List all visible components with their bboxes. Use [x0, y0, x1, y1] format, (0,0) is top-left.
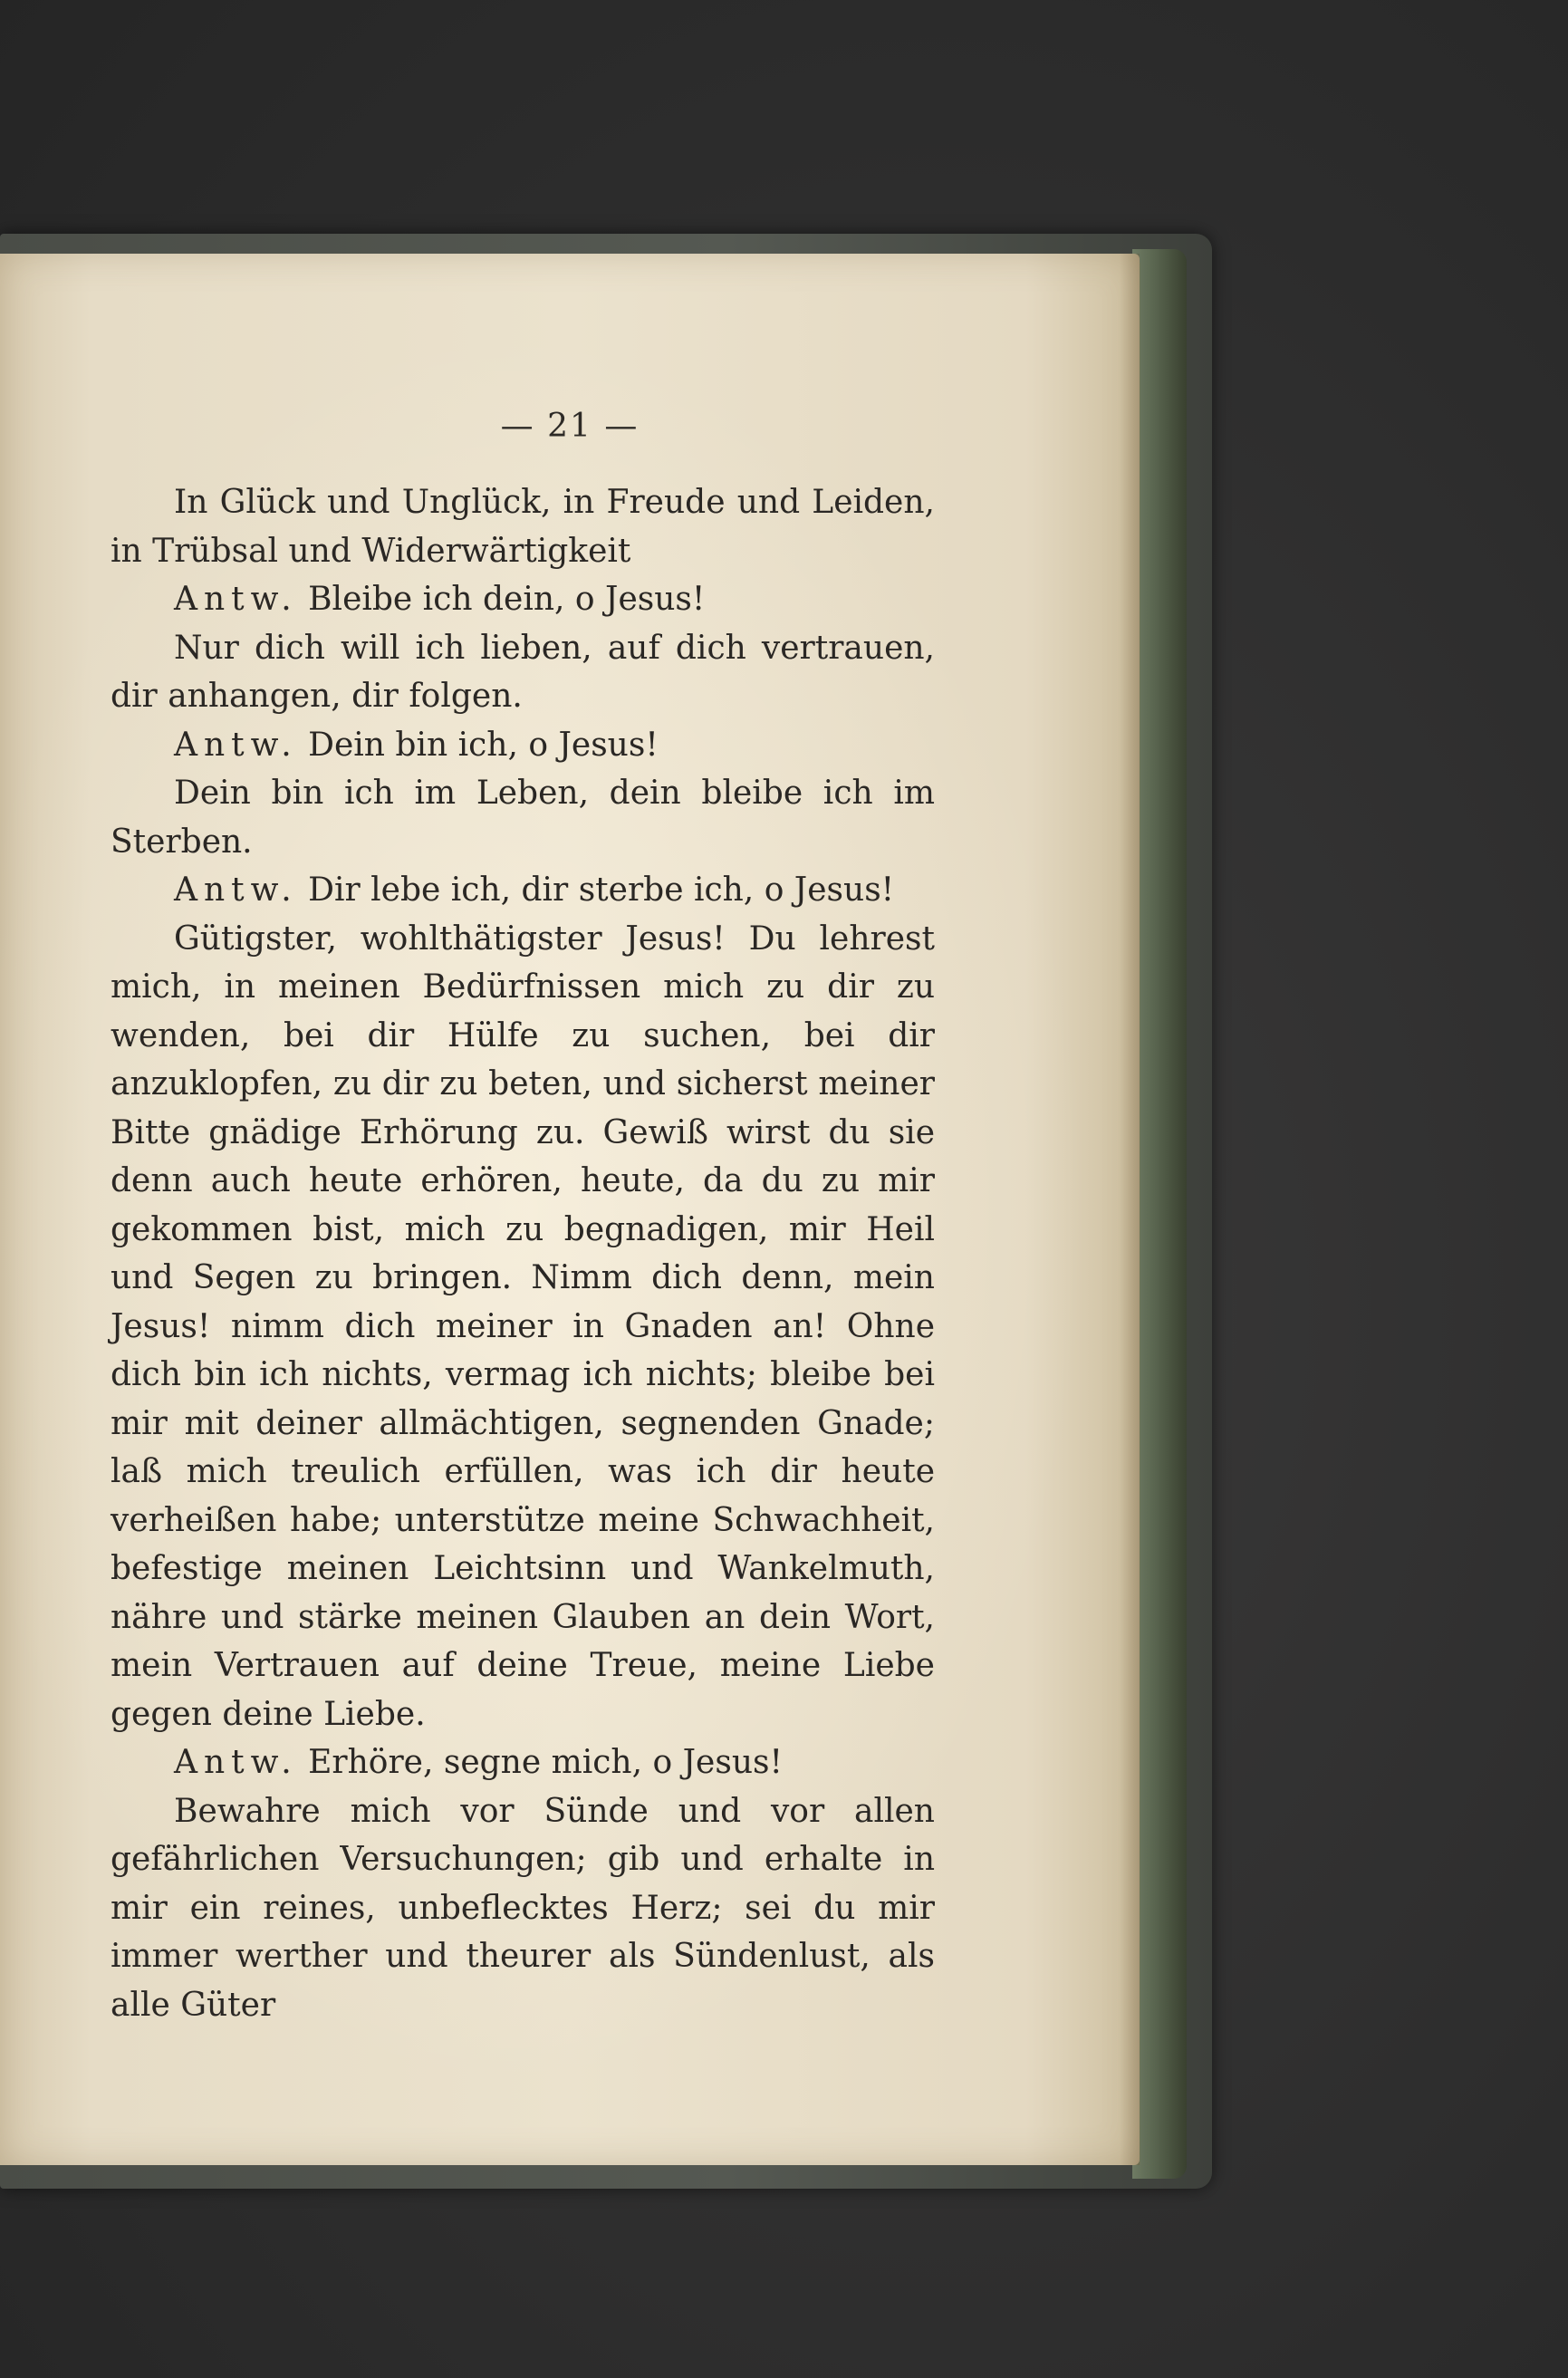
response-label: Antw. [174, 726, 298, 764]
paragraph: Dein bin ich im Leben, dein bleibe ich im Sterben. [111, 775, 935, 861]
response-label: Antw. [174, 1744, 298, 1781]
paragraph: Bewahre mich vor Sünde und vor allen gefährlichen Versuchungen; gib und erhalte in mir ein reines, unbeflecktes Herz; sei du mir immer werther und theurer als Sündenlust, als alle Güter [111, 1792, 935, 2024]
response-line [111, 866, 935, 915]
response-label: Antw. [174, 871, 298, 909]
paragraph: Nur dich will ich lieben, auf dich vertrauen, dir anhangen, dir folgen. [111, 629, 935, 715]
paragraph: In Glück und Unglück, in Freude und Leiden, in Trübsal und Widerwärtigkeit [111, 484, 935, 570]
paragraph: Gütigster, wohlthätigster Jesus! Du lehrest mich, in meinen Bedürfnissen mich zu dir zu wenden, bei dir Hülfe zu suchen, bei dir anzuklopfen, zu dir zu beten, und sicherst meiner Bitte gnädige Erhörung zu. Gewiß wirst du sie denn auch heute erhören, heute, da du zu mir gekommen bist, mich zu begnadigen, mir Heil und Segen zu bringen. Nimm dich denn, mein Jesus! nimm dich meiner in Gnaden an! Ohne dich bin ich nichts, vermag ich nichts; bleibe bei mir mit deiner allmächtigen, segnenden Gnade; laß mich treulich erfüllen, was ich dir heute verheißen habe; unterstütze meine Schwachheit, befestige meinen Leichtsinn und Wankelmuth, nähre und stärke meinen Glauben an dein Wort, mein Vertrauen auf deine Treue, meine Liebe gegen deine Liebe. [111, 919, 935, 1733]
response-line [111, 721, 935, 770]
response-line [111, 1738, 935, 1787]
book-cover-edge [1132, 249, 1187, 2179]
response-line [111, 575, 935, 624]
page-text [111, 478, 935, 2029]
response-text: Dir lebe ich, dir sterbe ich, o Jesus! [308, 871, 895, 909]
response-text: Bleibe ich dein, o Jesus! [308, 581, 706, 618]
response-text: Dein bin ich, o Jesus! [308, 726, 659, 764]
page-number: — 21 — [500, 408, 640, 445]
book-page [0, 254, 1140, 2165]
response-text: Erhöre, segne mich, o Jesus! [308, 1744, 783, 1781]
response-label: Antw. [174, 581, 298, 618]
